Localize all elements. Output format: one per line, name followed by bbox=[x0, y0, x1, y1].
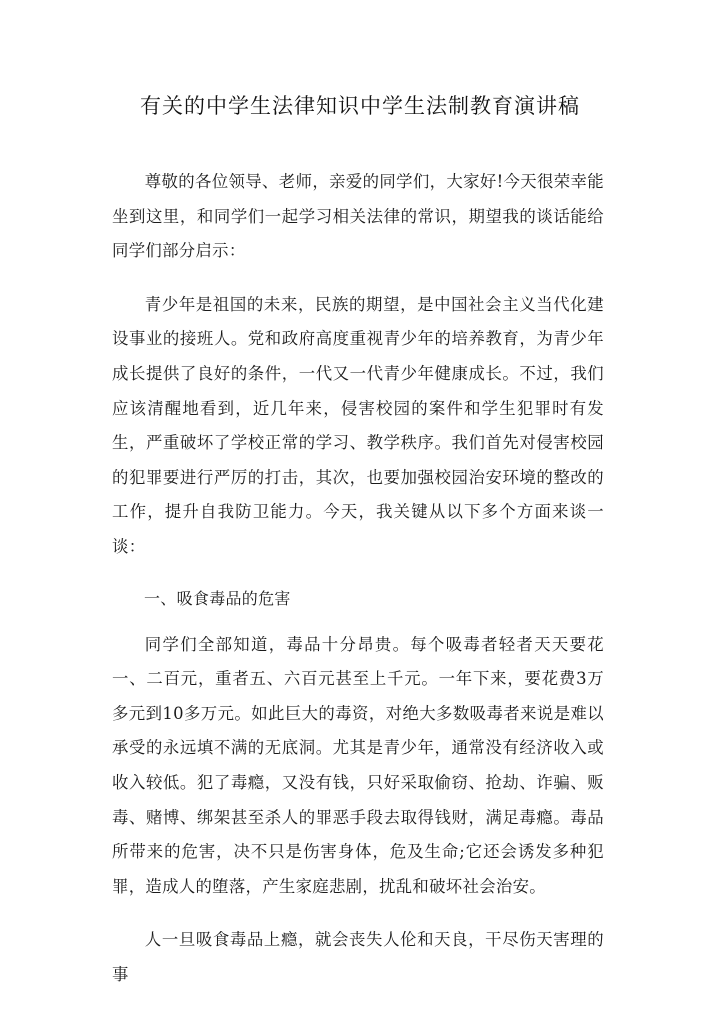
document-title: 有关的中学生法律知识中学生法制教育演讲稿 bbox=[140, 94, 580, 118]
paragraph-greeting: 尊敬的各位领导、老师，亲爱的同学们，大家好!今天很荣幸能坐到这里，和同学们一起学习相关法律的常识，期望我的谈话能给同学们部分启示： bbox=[112, 172, 604, 261]
paragraph-introduction: 青少年是祖国的未来，民族的期望，是中国社会主义当代化建设事业的接班人。党和政府高度重视青少年的培养教育，为青少年成长提供了良好的条件，一代又一代青少年健康成长。不过，我们应该清醒地看到，近几年来，侵害校园的案件和学生犯罪时有发生，严重破坏了学校正常的学习、教学秩序。我们首先对侵害校园的犯罪要进行严厉的打击，其次，也要加强校园治安环境的整改的工作，提升自我防卫能力。今天，我关键从以下多个方面来谈一谈： bbox=[112, 294, 604, 556]
section-heading-drug-harm: 一、吸食毒品的危害 bbox=[144, 588, 291, 608]
document-body bbox=[112, 165, 604, 1011]
paragraph-drug-cost: 同学们全部知道，毒品十分昂贵。每个吸毒者轻者天天要花一、二百元，重者五、六百元甚至上千元。一年下来，要花费3万多元到10多万元。如此巨大的毒资，对绝大多数吸毒者来说是难以承受的永远填不满的无底洞。尤其是青少年，通常没有经济收入或收入较低。犯了毒瘾，又没有钱，只好采取偷窃、抢劫、诈骗、贩毒、赌博、绑架甚至杀人的罪恶手段去取得钱财，满足毒瘾。毒品所带来的危害，决不只是伤害身体，危及生命;它还会诱发多种犯罪，造成人的堕落，产生家庭悲剧，扰乱和破坏社会治安。 bbox=[112, 634, 604, 896]
paragraph-drug-addiction: 人一旦吸食毒品上瘾，就会丧失人伦和天良，干尽伤天害理的事 bbox=[112, 930, 604, 984]
